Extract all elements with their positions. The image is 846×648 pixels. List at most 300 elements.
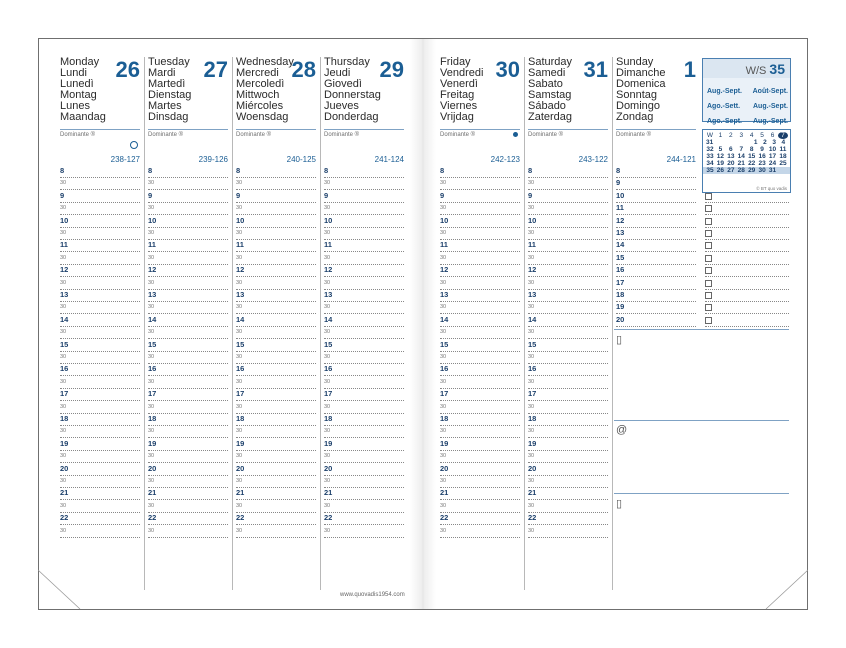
half-hour-slot[interactable]: 30 <box>236 426 316 438</box>
mini-calendar-cell[interactable] <box>733 139 742 146</box>
day-name: Dinsdag <box>148 111 189 123</box>
hour-slot-20[interactable]: 20 <box>528 464 608 476</box>
dominante-field[interactable] <box>236 129 316 139</box>
hour-slot-20[interactable]: 20 <box>440 464 520 476</box>
day-name: Donnerstag <box>324 89 381 101</box>
half-hour-slot[interactable]: 30 <box>60 526 140 538</box>
mini-calendar-cell[interactable]: 18 <box>779 153 787 160</box>
hour-slot-10[interactable]: 10 <box>528 216 608 228</box>
half-hour-slot[interactable]: 30 <box>148 377 228 389</box>
hour-slot-18[interactable]: 18 <box>528 414 608 426</box>
mini-calendar-header <box>703 130 790 139</box>
bottom-left-corner-tab[interactable] <box>38 565 88 610</box>
task-checkbox-line[interactable] <box>705 290 789 302</box>
mini-calendar-cell[interactable] <box>723 139 732 146</box>
hour-slot-12[interactable]: 12 <box>60 265 140 277</box>
half-hour-slot[interactable]: 30 <box>324 327 404 339</box>
half-hour-slot[interactable]: 30 <box>236 228 316 240</box>
hour-slot-21[interactable]: 21 <box>236 488 316 500</box>
mini-calendar-cell[interactable]: 34 <box>706 160 714 167</box>
hour-slot-10[interactable]: 10 <box>60 216 140 228</box>
hour-slot-11[interactable]: 11 <box>148 240 228 252</box>
half-hour-slot[interactable]: 30 <box>324 253 404 265</box>
half-hour-slot[interactable]: 30 <box>324 203 404 215</box>
hour-slot-20[interactable]: 20 <box>60 464 140 476</box>
half-hour-slot[interactable]: 30 <box>440 228 520 240</box>
mini-calendar-cell[interactable]: 10 <box>768 146 777 153</box>
day-name: Samstag <box>528 89 572 101</box>
day-of-year-count: 239-126 <box>198 155 228 164</box>
day-number: 31 <box>583 57 608 82</box>
mini-calendar-cell[interactable]: 3 <box>772 139 776 146</box>
half-hour-slot[interactable]: 30 <box>324 526 404 538</box>
half-hour-slot[interactable]: 30 <box>236 476 316 488</box>
hour-slot-19[interactable]: 19 <box>236 439 316 451</box>
half-hour-slot[interactable]: 30 <box>324 426 404 438</box>
hour-slot-15[interactable]: 15 <box>324 340 404 352</box>
half-hour-slot[interactable]: 30 <box>440 178 520 190</box>
day-of-year-count: 242-123 <box>490 155 520 164</box>
hour-slot-13[interactable]: 13 <box>236 290 316 302</box>
day-name: Vrijdag <box>440 111 474 123</box>
mini-calendar-cell[interactable]: 26 <box>716 167 725 174</box>
hour-slot-8[interactable]: 8 <box>148 166 228 178</box>
sunday-hour-12[interactable]: 12 <box>616 216 696 228</box>
hour-slot-14[interactable]: 14 <box>60 315 140 327</box>
hour-slot-10[interactable]: 10 <box>236 216 316 228</box>
half-hour-slot[interactable]: 30 <box>440 426 520 438</box>
half-hour-slot[interactable]: 30 <box>324 178 404 190</box>
mini-calendar-cell[interactable]: 7 <box>739 146 744 153</box>
half-hour-slot[interactable]: 30 <box>60 253 140 265</box>
mini-calendar-cell[interactable]: 5 <box>718 146 723 153</box>
half-hour-slot[interactable]: 30 <box>60 377 140 389</box>
mini-calendar-cell[interactable]: 22 <box>748 160 756 167</box>
sunday-hour-11[interactable]: 11 <box>616 203 696 215</box>
weekday-label: W <box>706 132 714 139</box>
half-hour-slot[interactable]: 30 <box>148 253 228 265</box>
half-hour-slot[interactable]: 30 <box>528 327 608 339</box>
hour-slot-16[interactable]: 16 <box>324 364 404 376</box>
hour-slot-19[interactable]: 19 <box>324 439 404 451</box>
hour-slot-16[interactable]: 16 <box>528 364 608 376</box>
half-hour-slot[interactable]: 30 <box>324 476 404 488</box>
half-hour-slot[interactable]: 30 <box>236 302 316 314</box>
hour-slot-22[interactable]: 22 <box>60 513 140 525</box>
hour-slot-17[interactable]: 17 <box>440 389 520 401</box>
hour-slot-21[interactable]: 21 <box>148 488 228 500</box>
hour-slot-15[interactable]: 15 <box>60 340 140 352</box>
day-of-year-count: 244-121 <box>666 155 696 164</box>
mini-calendar-cell[interactable]: 32 <box>706 146 714 153</box>
hour-slot-17[interactable]: 17 <box>60 389 140 401</box>
mini-calendar-cell[interactable]: 21 <box>737 160 745 167</box>
half-hour-slot[interactable]: 30 <box>60 228 140 240</box>
sunday-hour-10[interactable]: 10 <box>616 191 696 203</box>
hour-slot-22[interactable]: 22 <box>148 513 228 525</box>
day-name: Woensdag <box>236 111 289 123</box>
half-hour-slot[interactable]: 30 <box>440 327 520 339</box>
hour-slot-16[interactable]: 16 <box>440 364 520 376</box>
hour-slot-16[interactable]: 16 <box>60 364 140 376</box>
hour-slot-10[interactable]: 10 <box>440 216 520 228</box>
half-hour-slot[interactable]: 30 <box>528 352 608 364</box>
book-gutter <box>410 39 436 609</box>
half-hour-slot[interactable]: 30 <box>236 501 316 513</box>
half-hour-slot[interactable]: 30 <box>236 377 316 389</box>
half-hour-slot[interactable]: 30 <box>440 278 520 290</box>
mini-calendar-cell[interactable]: 25 <box>779 160 787 167</box>
half-hour-slot[interactable]: 30 <box>148 451 228 463</box>
half-hour-slot[interactable]: 30 <box>528 402 608 414</box>
dominante-field[interactable] <box>60 129 140 139</box>
half-hour-slot[interactable]: 30 <box>324 278 404 290</box>
half-hour-slot[interactable]: 30 <box>528 377 608 389</box>
sunday-hour-20[interactable]: 20 <box>616 315 696 327</box>
half-hour-slot[interactable]: 30 <box>60 402 140 414</box>
day-name: Lunedì <box>60 78 94 90</box>
half-hour-slot[interactable]: 30 <box>236 203 316 215</box>
day-name: Miércoles <box>236 100 284 112</box>
mini-calendar-cell[interactable]: 23 <box>758 160 766 167</box>
half-hour-slot[interactable]: 30 <box>148 501 228 513</box>
sunday-hour-9[interactable]: 9 <box>616 178 696 190</box>
half-hour-slot[interactable]: 30 <box>236 327 316 339</box>
hour-slot-18[interactable]: 18 <box>148 414 228 426</box>
month-row <box>707 99 788 114</box>
hour-slot-21[interactable]: 21 <box>324 488 404 500</box>
hour-slot-14[interactable]: 14 <box>440 315 520 327</box>
mini-calendar-cell[interactable]: 8 <box>749 146 754 153</box>
hour-slot-8[interactable]: 8 <box>440 166 520 178</box>
mini-calendar-cell[interactable]: 2 <box>763 139 767 146</box>
task-checkbox-line[interactable] <box>705 203 789 215</box>
half-hour-slot[interactable]: 30 <box>528 302 608 314</box>
month-label: Ago.-Sept. <box>707 118 742 125</box>
hour-slot-12[interactable]: 12 <box>440 265 520 277</box>
hour-slot-17[interactable]: 17 <box>528 389 608 401</box>
hour-slot-18[interactable]: 18 <box>324 414 404 426</box>
month-label: Aug.-Sept. <box>753 118 788 125</box>
half-hour-slot[interactable]: 30 <box>148 178 228 190</box>
day-column-26 <box>56 0 144 600</box>
hour-slot-9[interactable]: 9 <box>324 191 404 203</box>
mini-calendar-cell[interactable]: 11 <box>779 146 787 153</box>
dominante-label: Dominante ® <box>528 132 564 138</box>
hour-slot-18[interactable]: 18 <box>60 414 140 426</box>
sunday-hour-13[interactable]: 13 <box>616 228 696 240</box>
day-name: Sabato <box>528 78 563 90</box>
half-hour-slot[interactable]: 30 <box>440 476 520 488</box>
hour-slot-9[interactable]: 9 <box>440 191 520 203</box>
mini-calendar-cell[interactable]: 9 <box>760 146 764 153</box>
mini-calendar-cell[interactable]: 14 <box>737 153 745 160</box>
day-name: Samedi <box>528 67 566 79</box>
half-hour-slot[interactable]: 30 <box>148 352 228 364</box>
mini-calendar-cell[interactable]: 33 <box>706 153 714 160</box>
half-hour-slot[interactable]: 30 <box>236 402 316 414</box>
hour-slot-17[interactable]: 17 <box>236 389 316 401</box>
hour-slot-9[interactable]: 9 <box>60 191 140 203</box>
hour-slot-15[interactable]: 15 <box>440 340 520 352</box>
half-hour-slot[interactable]: 30 <box>236 253 316 265</box>
hour-slot-22[interactable]: 22 <box>440 513 520 525</box>
half-hour-slot[interactable]: 30 <box>60 476 140 488</box>
day-name: Maandag <box>60 111 106 123</box>
task-checkbox-line[interactable] <box>705 253 789 265</box>
dominante-label: Dominante ® <box>324 132 360 138</box>
half-hour-slot[interactable]: 30 <box>440 501 520 513</box>
mini-calendar-cell[interactable]: 31 <box>768 167 777 174</box>
task-checkbox-line[interactable] <box>705 228 789 240</box>
half-hour-slot[interactable]: 30 <box>440 352 520 364</box>
half-hour-slot[interactable]: 30 <box>236 352 316 364</box>
half-hour-slot[interactable]: 30 <box>324 352 404 364</box>
day-name: Wednesday <box>236 56 294 68</box>
hour-slot-22[interactable]: 22 <box>236 513 316 525</box>
hour-slot-9[interactable]: 9 <box>236 191 316 203</box>
hour-slot-13[interactable]: 13 <box>440 290 520 302</box>
half-hour-slot[interactable]: 30 <box>528 526 608 538</box>
dominante-field[interactable] <box>324 129 404 139</box>
mini-calendar-cell[interactable]: 6 <box>729 146 733 153</box>
half-hour-slot[interactable]: 30 <box>236 451 316 463</box>
day-of-year-count: 238-127 <box>110 155 140 164</box>
half-hour-slot[interactable]: 30 <box>148 302 228 314</box>
mini-calendar-cell[interactable] <box>742 139 751 146</box>
day-name: Lundi <box>60 67 87 79</box>
weekday-label: 4 <box>749 132 754 139</box>
half-hour-slot[interactable]: 30 <box>528 203 608 215</box>
half-hour-slot[interactable]: 30 <box>440 377 520 389</box>
hour-slot-8[interactable]: 8 <box>236 166 316 178</box>
dominante-field[interactable] <box>440 129 520 139</box>
sunday-hour-16[interactable]: 16 <box>616 265 696 277</box>
hour-slot-18[interactable]: 18 <box>440 414 520 426</box>
task-checkbox-line[interactable] <box>705 216 789 228</box>
dominante-field[interactable] <box>148 129 228 139</box>
half-hour-slot[interactable]: 30 <box>60 426 140 438</box>
mini-calendar-cell[interactable]: 17 <box>768 153 777 160</box>
month-label: Aug.-Sept. <box>707 88 742 95</box>
hour-slot-17[interactable]: 17 <box>148 389 228 401</box>
half-hour-slot[interactable]: 30 <box>148 228 228 240</box>
half-hour-slot[interactable]: 30 <box>528 476 608 488</box>
hour-slot-14[interactable]: 14 <box>324 315 404 327</box>
hour-slot-18[interactable]: 18 <box>236 414 316 426</box>
sunday-hour-15[interactable]: 15 <box>616 253 696 265</box>
half-hour-slot[interactable]: 30 <box>440 451 520 463</box>
hour-slot-21[interactable]: 21 <box>60 488 140 500</box>
half-hour-slot[interactable]: 30 <box>60 327 140 339</box>
hour-slot-20[interactable]: 20 <box>236 464 316 476</box>
phone-icon: ▯ <box>616 334 623 346</box>
publisher-url[interactable]: www.quovadis1954.com <box>340 592 405 598</box>
half-hour-slot[interactable]: 30 <box>440 526 520 538</box>
mini-calendar-cell[interactable]: 24 <box>768 160 777 167</box>
hour-slot-15[interactable]: 15 <box>528 340 608 352</box>
hour-slot-19[interactable]: 19 <box>440 439 520 451</box>
hour-slot-22[interactable]: 22 <box>528 513 608 525</box>
hour-slot-11[interactable]: 11 <box>60 240 140 252</box>
hour-slot-16[interactable]: 16 <box>148 364 228 376</box>
hour-slot-11[interactable]: 11 <box>324 240 404 252</box>
hour-slot-17[interactable]: 17 <box>324 389 404 401</box>
hour-slot-11[interactable]: 11 <box>236 240 316 252</box>
half-hour-slot[interactable]: 30 <box>60 501 140 513</box>
hour-slot-22[interactable]: 22 <box>324 513 404 525</box>
hour-slot-15[interactable]: 15 <box>236 340 316 352</box>
half-hour-slot[interactable]: 30 <box>324 451 404 463</box>
half-hour-slot[interactable]: 30 <box>440 253 520 265</box>
hour-slot-13[interactable]: 13 <box>60 290 140 302</box>
half-hour-slot[interactable]: 30 <box>148 402 228 414</box>
weekday-label: 3 <box>739 132 744 139</box>
hour-slot-8[interactable]: 8 <box>60 166 140 178</box>
mini-calendar-cell[interactable]: 20 <box>727 160 735 167</box>
month-label: Ago.-Sett. <box>707 103 741 110</box>
half-hour-slot[interactable]: 30 <box>324 228 404 240</box>
mini-calendar-cell[interactable]: 28 <box>737 167 745 174</box>
mini-calendar-cell[interactable] <box>778 167 788 174</box>
mini-calendar-cell[interactable]: 4 <box>781 139 786 146</box>
week-prefix: W/S <box>745 65 767 77</box>
mini-calendar-cell[interactable]: 35 <box>706 167 714 174</box>
half-hour-slot[interactable]: 30 <box>528 501 608 513</box>
hour-slot-14[interactable]: 14 <box>148 315 228 327</box>
weekday-label: 5 <box>760 132 764 139</box>
mini-calendar-cell[interactable] <box>714 139 723 146</box>
mini-calendar-cell[interactable]: 16 <box>758 153 766 160</box>
sunday-hour-14[interactable]: 14 <box>616 240 696 252</box>
half-hour-slot[interactable]: 30 <box>148 203 228 215</box>
hour-slot-10[interactable]: 10 <box>148 216 228 228</box>
sunday-hour-19[interactable]: 19 <box>616 302 696 314</box>
hour-slot-13[interactable]: 13 <box>148 290 228 302</box>
day-name: Jueves <box>324 100 359 112</box>
task-checkbox-line[interactable] <box>705 278 789 290</box>
hour-slot-13[interactable]: 13 <box>324 290 404 302</box>
half-hour-slot[interactable]: 30 <box>440 302 520 314</box>
hour-slot-21[interactable]: 21 <box>440 488 520 500</box>
hour-slot-8[interactable]: 8 <box>528 166 608 178</box>
hour-slot-9[interactable]: 9 <box>148 191 228 203</box>
hour-slot-20[interactable]: 20 <box>324 464 404 476</box>
mini-calendar-cell[interactable]: 19 <box>716 160 725 167</box>
hour-slot-9[interactable]: 9 <box>528 191 608 203</box>
half-hour-slot[interactable]: 30 <box>148 476 228 488</box>
hour-slot-16[interactable]: 16 <box>236 364 316 376</box>
hour-slot-12[interactable]: 12 <box>236 265 316 277</box>
half-hour-slot[interactable]: 30 <box>324 377 404 389</box>
half-hour-slot[interactable]: 30 <box>236 178 316 190</box>
hour-slot-20[interactable]: 20 <box>148 464 228 476</box>
hour-slot-19[interactable]: 19 <box>528 439 608 451</box>
sunday-hour-8[interactable]: 8 <box>616 166 696 178</box>
day-names <box>236 57 294 123</box>
half-hour-slot[interactable]: 30 <box>324 501 404 513</box>
task-checkbox-line[interactable] <box>705 240 789 252</box>
task-checkbox-line[interactable] <box>705 265 789 277</box>
hour-slot-19[interactable]: 19 <box>148 439 228 451</box>
task-checkbox-line[interactable] <box>705 302 789 314</box>
mini-calendar-cell[interactable]: 13 <box>727 153 735 160</box>
hour-slot-19[interactable]: 19 <box>60 439 140 451</box>
notes-section[interactable] <box>614 493 789 494</box>
sunday-hour-17[interactable]: 17 <box>616 278 696 290</box>
day-names <box>616 57 666 123</box>
hour-slot-12[interactable]: 12 <box>528 265 608 277</box>
hour-slot-12[interactable]: 12 <box>324 265 404 277</box>
half-hour-slot[interactable]: 30 <box>60 302 140 314</box>
hour-slot-11[interactable]: 11 <box>528 240 608 252</box>
hour-slot-8[interactable]: 8 <box>324 166 404 178</box>
half-hour-slot[interactable]: 30 <box>528 451 608 463</box>
half-hour-slot[interactable]: 30 <box>324 302 404 314</box>
half-hour-slot[interactable]: 30 <box>236 278 316 290</box>
half-hour-slot[interactable]: 30 <box>148 278 228 290</box>
half-hour-slot[interactable]: 30 <box>528 278 608 290</box>
mini-calendar-cell[interactable]: 15 <box>748 153 756 160</box>
half-hour-slot[interactable]: 30 <box>440 203 520 215</box>
day-number: 28 <box>291 57 316 82</box>
half-hour-slot[interactable]: 30 <box>236 526 316 538</box>
week-number-box <box>702 58 791 125</box>
hour-slot-11[interactable]: 11 <box>440 240 520 252</box>
dominante-field[interactable] <box>528 129 608 139</box>
hour-slot-15[interactable]: 15 <box>148 340 228 352</box>
mini-calendar-cell[interactable]: 31 <box>705 139 714 146</box>
half-hour-slot[interactable]: 30 <box>528 253 608 265</box>
task-checkbox-line[interactable] <box>705 315 789 327</box>
half-hour-slot[interactable]: 30 <box>60 451 140 463</box>
mini-calendar-cell[interactable]: 29 <box>748 167 756 174</box>
hour-slot-10[interactable]: 10 <box>324 216 404 228</box>
hour-slot-12[interactable]: 12 <box>148 265 228 277</box>
notes-section[interactable] <box>614 329 789 330</box>
half-hour-slot[interactable]: 30 <box>60 178 140 190</box>
sunday-hour-18[interactable]: 18 <box>616 290 696 302</box>
note-icon: ▯ <box>616 498 623 510</box>
half-hour-slot[interactable]: 30 <box>148 426 228 438</box>
hour-slot-14[interactable]: 14 <box>528 315 608 327</box>
notes-section[interactable] <box>614 420 789 421</box>
day-name: Dimanche <box>616 67 666 79</box>
dominante-field[interactable] <box>616 129 696 139</box>
mini-calendar-cell[interactable]: 12 <box>716 153 725 160</box>
half-hour-slot[interactable]: 30 <box>148 327 228 339</box>
hour-slot-13[interactable]: 13 <box>528 290 608 302</box>
mini-calendar-cell[interactable]: 27 <box>727 167 735 174</box>
half-hour-slot[interactable]: 30 <box>60 352 140 364</box>
day-names <box>148 57 191 123</box>
hour-slot-21[interactable]: 21 <box>528 488 608 500</box>
half-hour-slot[interactable]: 30 <box>528 426 608 438</box>
half-hour-slot[interactable]: 30 <box>324 402 404 414</box>
hour-slot-14[interactable]: 14 <box>236 315 316 327</box>
half-hour-slot[interactable]: 30 <box>528 178 608 190</box>
half-hour-slot[interactable]: 30 <box>528 228 608 240</box>
half-hour-slot[interactable]: 30 <box>148 526 228 538</box>
half-hour-slot[interactable]: 30 <box>440 402 520 414</box>
bottom-right-corner-tab[interactable] <box>758 565 808 610</box>
week-label <box>746 61 785 77</box>
half-hour-slot[interactable]: 30 <box>60 203 140 215</box>
mini-calendar-cell[interactable]: 30 <box>758 167 766 174</box>
mini-calendar-footer: © BT quo vadis <box>756 186 787 191</box>
half-hour-slot[interactable]: 30 <box>60 278 140 290</box>
mini-calendar-cell[interactable]: 1 <box>753 139 758 146</box>
